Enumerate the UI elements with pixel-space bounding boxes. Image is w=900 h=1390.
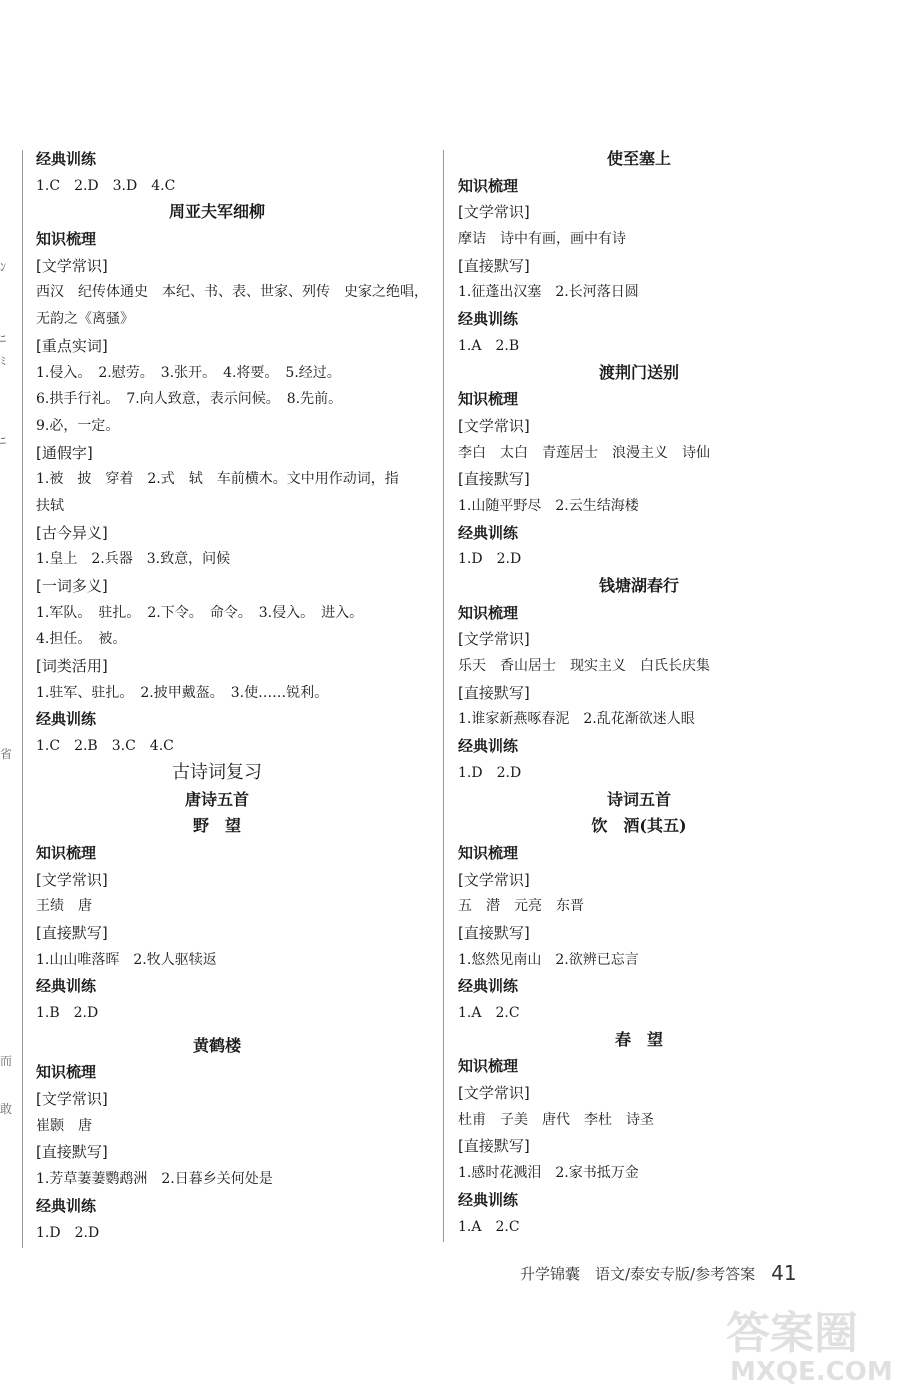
left-margin-rule xyxy=(22,150,23,1248)
edge-fragment: 省 xyxy=(0,747,13,761)
bracket-label: [文学常识] xyxy=(458,1084,530,1103)
poem-title: 渡荆门送别 xyxy=(598,362,679,382)
section-heading: 知识梳理 xyxy=(36,843,97,862)
footer-text: 升学锦囊 语文/泰安专版/参考答案 xyxy=(520,1265,756,1283)
watermark-logo xyxy=(718,1296,898,1386)
bracket-label: [直接默写] xyxy=(36,923,108,942)
bracket-label: [文学常识] xyxy=(36,1090,108,1109)
right-column xyxy=(458,146,850,1240)
answer-line: 1.芳草萋萋鹦鹉洲 2.日暮乡关何处是 xyxy=(36,1171,273,1188)
poem-title: 野 望 xyxy=(192,816,241,836)
poem-title: 黄鹤楼 xyxy=(192,1035,241,1055)
section-heading: 知识梳理 xyxy=(458,176,519,195)
column-divider xyxy=(443,150,444,1242)
edge-fragment: 而 xyxy=(0,1054,13,1068)
edge-fragment: 敢 xyxy=(0,1102,13,1116)
page-footer xyxy=(520,1260,850,1284)
answer-line: 1.悠然见南山 2.欲辨已忘言 xyxy=(458,951,639,968)
answer-line: 1.驻军、驻扎。 2.披甲戴盔。 3.使……锐利。 xyxy=(36,684,329,701)
bracket-label: [文学常识] xyxy=(36,870,108,889)
bracket-label: [文学常识] xyxy=(458,416,530,435)
section-heading: 经典训练 xyxy=(458,310,519,329)
section-heading: 经典训练 xyxy=(36,977,97,996)
answer-line: 1.侵入。 2.慰劳。 3.张开。 4.将要。 5.经过。 xyxy=(36,364,341,381)
section-heading: 知识梳理 xyxy=(458,390,519,409)
edge-fragment: ﾆ xyxy=(0,434,7,448)
section-heading: 经典训练 xyxy=(36,150,97,168)
bracket-label: [直接默写] xyxy=(458,1137,530,1156)
section-heading: 知识梳理 xyxy=(36,230,97,249)
poem-title: 饮 酒(其五) xyxy=(591,816,687,836)
bracket-label: [词类活用] xyxy=(36,657,108,676)
page-number: 41 xyxy=(771,1261,797,1285)
answer-line: 1.山随平野尽 2.云生结海楼 xyxy=(458,497,639,514)
section-heading: 知识梳理 xyxy=(458,603,519,622)
bracket-label: [文学常识] xyxy=(458,870,530,889)
bracket-label: [文学常识] xyxy=(458,203,530,222)
poem-title: 春 望 xyxy=(614,1029,663,1049)
answer-line: 1.征蓬出汉塞 2.长河落日圆 xyxy=(458,284,639,301)
poem-title: 唐诗五首 xyxy=(184,789,249,809)
answer-line: 1.D 2.D xyxy=(36,1224,100,1241)
answer-line: 乐天 香山居士 现实主义 白氏长庆集 xyxy=(458,658,710,675)
bracket-label: [古今异义] xyxy=(36,523,108,542)
answer-line: 李白 太白 青莲居士 浪漫主义 诗仙 xyxy=(458,444,710,461)
section-heading: 经典训练 xyxy=(458,977,519,996)
bracket-label: [重点实词] xyxy=(36,336,108,355)
answer-line: 1.C 2.D 3.D 4.C xyxy=(36,177,176,194)
section-heading: 知识梳理 xyxy=(458,1057,519,1076)
answer-line: 1.谁家新燕啄春泥 2.乱花渐欲迷人眼 xyxy=(458,711,695,728)
answer-line: 1.B 2.D xyxy=(36,1005,99,1021)
poem-title: 钱塘湖春行 xyxy=(598,576,679,595)
answer-line: 1.皇上 2.兵器 3.致意，问候 xyxy=(36,551,231,568)
section-heading: 经典训练 xyxy=(36,710,97,729)
answer-line: 1.A 2.C xyxy=(458,1218,520,1235)
answer-line: 摩诘 诗中有画，画中有诗 xyxy=(458,231,626,248)
answer-line: 1.C 2.B 3.C 4.C xyxy=(36,738,174,755)
section-heading: 经典训练 xyxy=(458,523,519,542)
answer-line: 1.A 2.C xyxy=(458,1005,520,1021)
bracket-label: [直接默写] xyxy=(36,1143,108,1162)
answer-line: 西汉 纪传体通史 本纪、书、表、世家、列传 史家之绝唱， xyxy=(36,284,428,301)
bracket-label: [文学常识] xyxy=(36,256,108,275)
poem-title: 使至塞上 xyxy=(606,149,671,168)
edge-fragment: ﾆ xyxy=(0,332,7,346)
bracket-label: [直接默写] xyxy=(458,470,530,489)
answer-line: 1.被 披 穿着 2.式 轼 车前横木。文中用作动词，指 xyxy=(36,471,399,488)
edge-fragment: ﾝ xyxy=(0,260,7,274)
poem-title: 周亚夫军细柳 xyxy=(168,202,265,222)
answer-line: 五 潜 元亮 东晋 xyxy=(458,898,584,915)
answer-line: 6.拱手行礼。 7.向人致意，表示问候。 8.先前。 xyxy=(36,391,343,408)
answer-line: 1.军队。 驻扎。 2.下令。 命令。 3.侵入。 进入。 xyxy=(36,604,364,621)
answer-line: 1.D 2.D xyxy=(458,764,522,781)
section-heading: 知识梳理 xyxy=(458,843,519,862)
answer-line: 1.A 2.B xyxy=(458,337,520,354)
bracket-label: [一词多义] xyxy=(36,577,108,595)
answer-line: 9.必，一定。 xyxy=(36,417,120,434)
chapter-title: 古诗词复习 xyxy=(172,761,262,783)
answer-line: 杜甫 子美 唐代 李杜 诗圣 xyxy=(458,1111,654,1128)
answer-line: 1.感时花溅泪 2.家书抵万金 xyxy=(458,1165,639,1182)
answer-line: 扶轼 xyxy=(36,497,64,514)
answer-line: 1.D 2.D xyxy=(458,551,522,568)
bracket-label: [文学常识] xyxy=(458,630,530,649)
answer-line: 4.担任。 被。 xyxy=(36,631,127,648)
edge-fragment: ﾐ xyxy=(0,354,7,368)
section-heading: 经典训练 xyxy=(458,1190,519,1209)
answer-line: 王绩 唐 xyxy=(36,898,92,915)
section-heading: 经典训练 xyxy=(36,1196,97,1215)
section-heading: 经典训练 xyxy=(458,737,519,756)
bracket-label: [直接默写] xyxy=(458,683,530,702)
poem-title: 诗词五首 xyxy=(606,789,671,809)
bracket-label: [直接默写] xyxy=(458,923,530,942)
left-column xyxy=(36,146,428,1246)
watermark-text: 答案圈 xyxy=(726,1308,858,1359)
bracket-label: [通假字] xyxy=(36,443,93,462)
bracket-label: [直接默写] xyxy=(458,256,530,275)
answer-line: 无韵之《离骚》 xyxy=(36,311,134,328)
section-heading: 知识梳理 xyxy=(36,1063,97,1082)
watermark-url: MXQE.COM xyxy=(730,1357,893,1386)
answer-line: 崔颢 唐 xyxy=(36,1117,92,1134)
answer-line: 1.山山唯落晖 2.牧人驱犊返 xyxy=(36,951,217,968)
